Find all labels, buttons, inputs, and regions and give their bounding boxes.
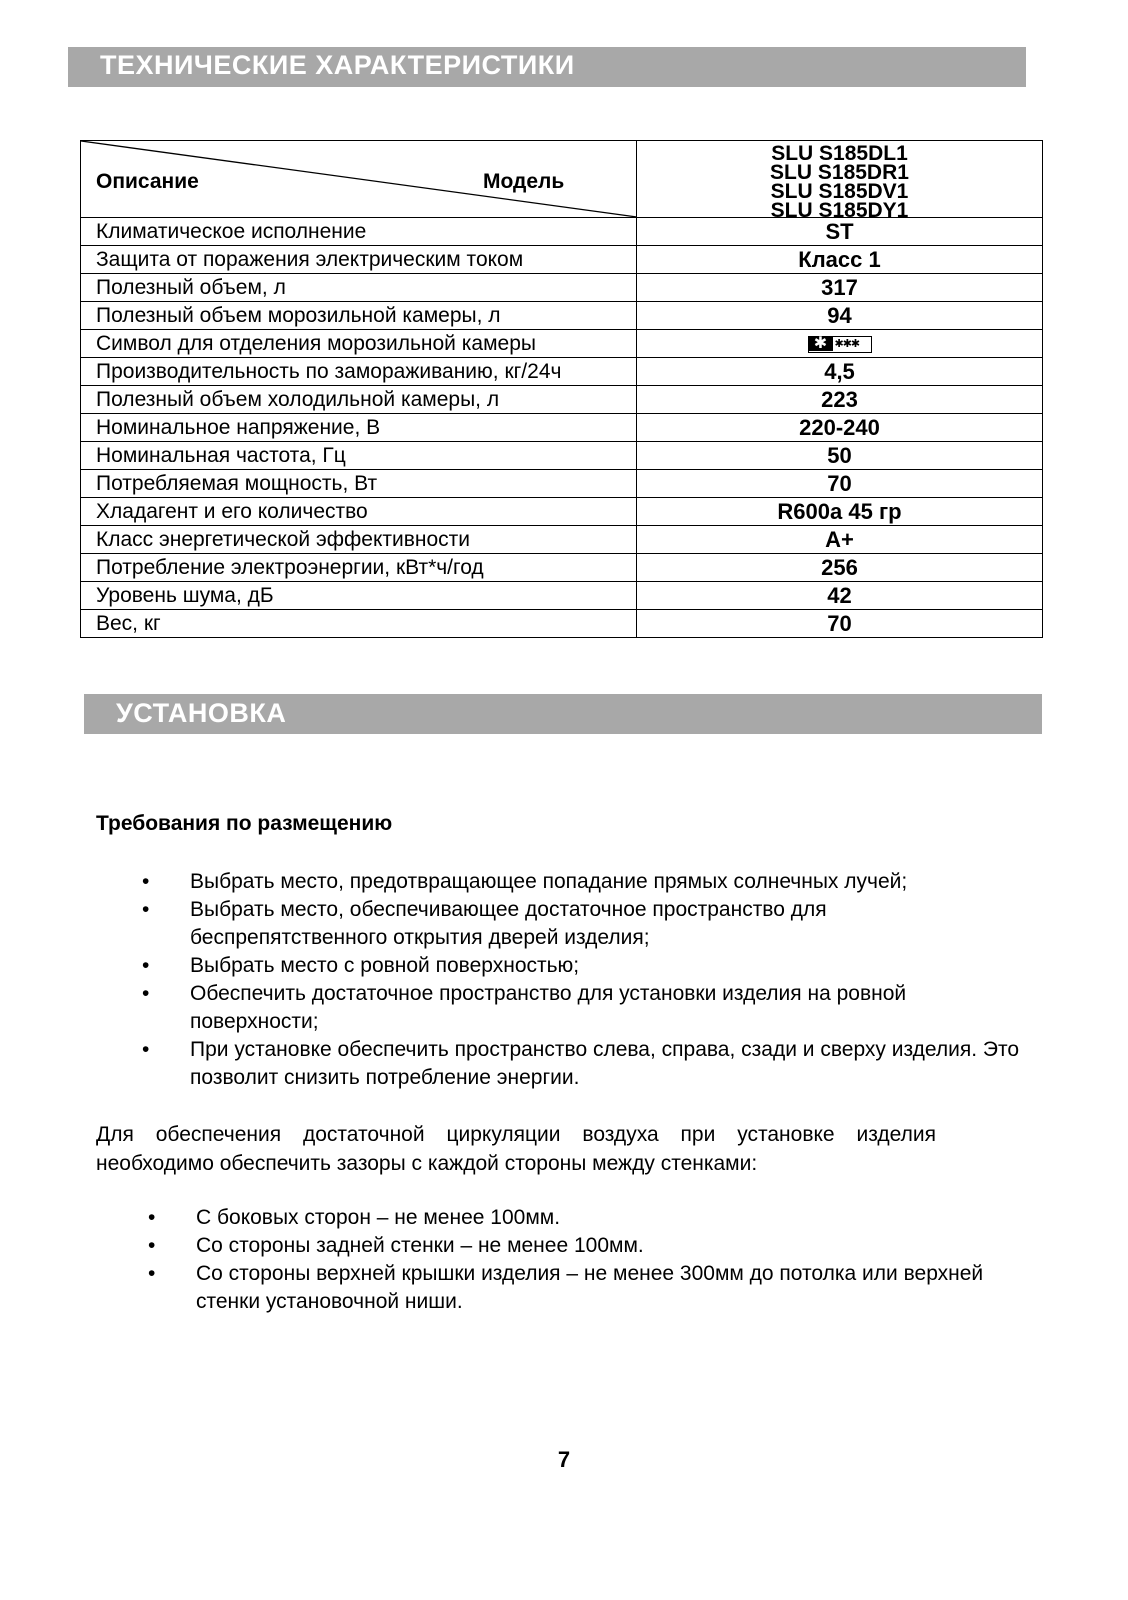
- spec-row: [81, 610, 1043, 638]
- spec-label: Производительность по замораживанию, кг/24ч: [81, 358, 637, 386]
- spec-value: А+: [637, 526, 1043, 554]
- spec-label: Защита от поражения электрическим током: [81, 246, 637, 274]
- bullet-item: [148, 1232, 1028, 1260]
- spec-row: [81, 330, 1043, 358]
- air-circulation-paragraph: Для обеспечения достаточной циркуляции воздуха при установке изделия необходимо обеспечить зазоры с каждой стороны между стенками:: [96, 1123, 936, 1175]
- spec-row: [81, 526, 1043, 554]
- spec-label: Номинальное напряжение, В: [81, 414, 637, 442]
- bullet-item: [148, 1204, 1028, 1232]
- spec-value: 223: [637, 386, 1043, 414]
- bullet-item: [142, 896, 1022, 952]
- placement-bullet-list: [142, 868, 1022, 1092]
- bullet-text: При установке обеспечить пространство слева, справа, сзади и сверху изделия. Это позволит снизить потребление энергии.: [190, 1038, 1020, 1089]
- spec-value: 4,5: [637, 358, 1043, 386]
- spec-label: Номинальная частота, Гц: [81, 442, 637, 470]
- spec-row: [81, 498, 1043, 526]
- bullet-dot-icon: •: [148, 1206, 156, 1229]
- spec-label: Хладагент и его количество: [81, 498, 637, 526]
- specs-table: [80, 140, 1043, 638]
- model-name: SLU S185DL1: [771, 142, 908, 165]
- model-name: SLU S185DV1: [770, 180, 909, 203]
- spec-value-symbol: [637, 330, 1043, 358]
- spec-label: Полезный объем, л: [81, 274, 637, 302]
- spec-row: [81, 470, 1043, 498]
- bullet-text: Выбрать место с ровной поверхностью;: [190, 954, 580, 977]
- spec-row: [81, 302, 1043, 330]
- spec-value: 317: [637, 274, 1043, 302]
- bullet-item: [142, 1036, 1022, 1092]
- spec-value: 94: [637, 302, 1043, 330]
- spec-label: Уровень шума, дБ: [81, 582, 637, 610]
- spec-label: Потребляемая мощность, Вт: [81, 470, 637, 498]
- bullet-dot-icon: •: [148, 1262, 156, 1285]
- bullet-dot-icon: •: [142, 954, 150, 977]
- spec-label: Полезный объем холодильной камеры, л: [81, 386, 637, 414]
- header-diagonal-cell: [81, 141, 637, 218]
- bullet-dot-icon: •: [148, 1234, 156, 1257]
- install-section-title: УСТАНОВКА: [84, 694, 1042, 734]
- model-name: SLU S185DY1: [770, 199, 909, 218]
- model-name: SLU S185DR1: [770, 161, 909, 184]
- spec-value: R600а 45 гр: [637, 498, 1043, 526]
- header-model-label: Модель: [483, 170, 565, 193]
- bullet-text: Выбрать место, обеспечивающее достаточное пространство для беспрепятственного открытия дверей изделия;: [190, 898, 827, 949]
- spec-row: [81, 274, 1043, 302]
- spec-row: [81, 442, 1043, 470]
- bullet-text: Со стороны задней стенки – не менее 100мм.: [196, 1234, 644, 1257]
- bullet-dot-icon: •: [142, 870, 150, 893]
- bullet-item: [142, 952, 1022, 980]
- page-number: 7: [557, 1447, 571, 1472]
- specs-section-title: ТЕХНИЧЕСКИЕ ХАРАКТЕРИСТИКИ: [68, 47, 1026, 87]
- bullet-text: Выбрать место, предотвращающее попадание прямых солнечных лучей;: [190, 870, 908, 893]
- spec-label: Потребление электроэнергии, кВт*ч/год: [81, 554, 637, 582]
- bullet-text: Обеспечить достаточное пространство для установки изделия на ровной поверхности;: [190, 982, 907, 1033]
- spec-row: [81, 246, 1043, 274]
- model-list-cell: [637, 141, 1043, 218]
- header-description-label: Описание: [96, 170, 199, 193]
- spec-value: 50: [637, 442, 1043, 470]
- spec-row: [81, 414, 1043, 442]
- spec-label: Полезный объем морозильной камеры, л: [81, 302, 637, 330]
- bullet-item: [148, 1260, 1028, 1316]
- bullet-item: [142, 980, 1022, 1036]
- spec-value: Класс 1: [637, 246, 1043, 274]
- spec-row: [81, 582, 1043, 610]
- spec-value: 220-240: [637, 414, 1043, 442]
- bullet-dot-icon: •: [142, 1038, 150, 1061]
- spec-value: ST: [637, 218, 1043, 246]
- clearance-bullet-list: [148, 1204, 1028, 1316]
- spec-value: 256: [637, 554, 1043, 582]
- bullet-dot-icon: •: [142, 898, 150, 921]
- specs-header-row: [81, 141, 1043, 218]
- spec-value: 70: [637, 610, 1043, 638]
- bullet-dot-icon: •: [142, 982, 150, 1005]
- spec-value: 70: [637, 470, 1043, 498]
- spec-row: [81, 358, 1043, 386]
- placement-requirements-heading: Требования по размещению: [96, 812, 393, 835]
- spec-row: [81, 386, 1043, 414]
- spec-row: [81, 554, 1043, 582]
- spec-label: Класс энергетической эффективности: [81, 526, 637, 554]
- spec-value: 42: [637, 582, 1043, 610]
- freezer-four-star-icon: ✱ ✱✱✱: [808, 336, 872, 353]
- spec-label: Вес, кг: [81, 610, 637, 638]
- bullet-text: Со стороны верхней крышки изделия – не менее 300мм до потолка или верхней стенки установочной ниши.: [196, 1262, 984, 1313]
- spec-label: Климатическое исполнение: [81, 218, 637, 246]
- bullet-item: [142, 868, 1022, 896]
- spec-label: Символ для отделения морозильной камеры: [81, 330, 637, 358]
- spec-row: [81, 218, 1043, 246]
- bullet-text: С боковых сторон – не менее 100мм.: [196, 1206, 561, 1229]
